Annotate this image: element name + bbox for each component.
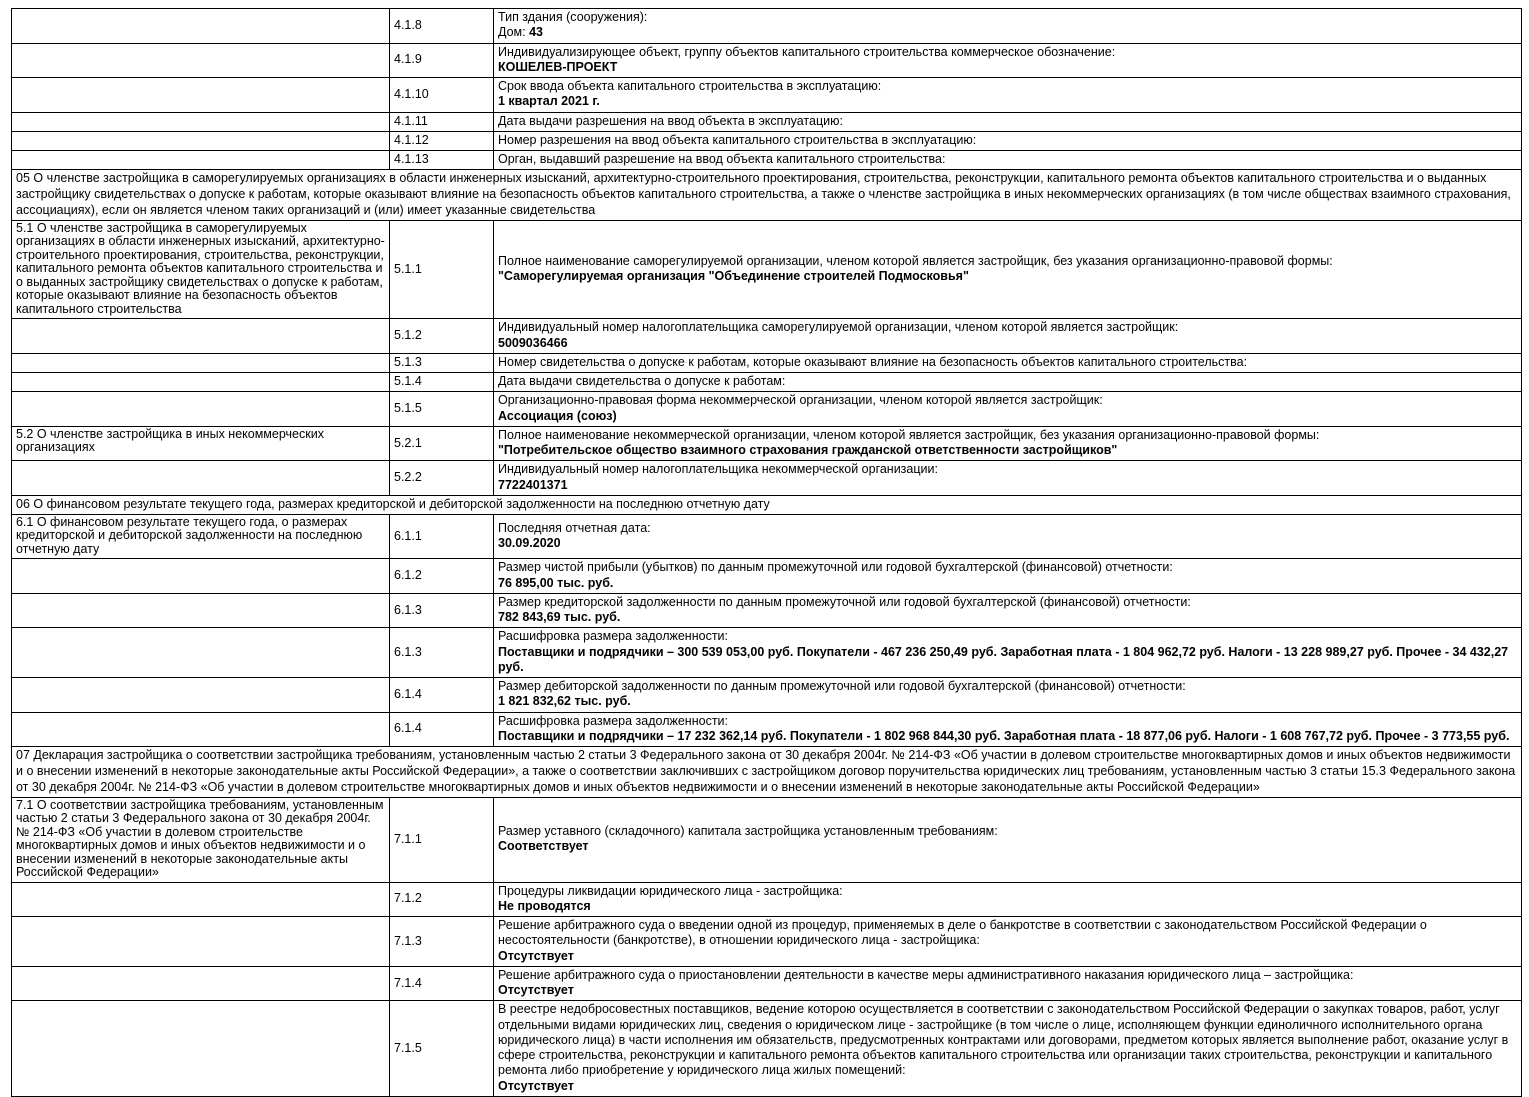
declaration-table [11,8,1522,1097]
field-label: Последняя отчетная дата: [498,520,651,535]
field-value: "Саморегулируемая организация "Объединение строителей Подмосковья" [498,269,969,284]
declaration-table-body [12,9,1522,1097]
table-row [12,220,1522,319]
row-description-cell-empty [12,43,390,78]
field-value [498,25,1517,40]
row-number-cell: 7.1.4 [390,966,494,1001]
row-description-cell: 5.2 О членстве застройщика в иных некоммерческих организациях [12,426,390,461]
table-row [12,353,1522,372]
row-number-cell: 5.1.4 [390,373,494,392]
field-label: Решение арбитражного суда о введении одной из процедур, применяемых в деле о банкротстве в соответствии с законодательством Российской Федерации о несостоятельности (банкротстве), в отношении юридического лица - застройщика: [498,918,1427,948]
row-description-cell-empty [12,882,390,917]
row-number-cell: 5.2.2 [390,461,494,496]
row-content-cell [494,628,1522,678]
table-row [12,628,1522,678]
row-content-cell [494,78,1522,113]
row-description-cell: 5.1 О членстве застройщика в саморегулируемых организациях в области инженерных изысканий, архитектурно-строительного проектирования, строительства, реконструкции, капитального ремонта объектов капитального строительства и о выданных застройщику свидетельствах о допуске к работам, которые оказывают влияние на безопасность объектов капитального строительства [12,220,390,319]
row-number-cell: 4.1.11 [390,112,494,131]
row-content-cell [494,559,1522,594]
field-label: Дата выдачи разрешения на ввод объекта в эксплуатацию: [498,113,843,128]
row-content-cell [494,917,1522,967]
row-content-cell [494,9,1522,44]
field-label: Индивидуальный номер налогоплательщика некоммерческой организации: [498,462,938,477]
table-row [12,712,1522,747]
row-content-cell [494,319,1522,354]
row-content-cell [494,373,1522,392]
field-value: 1 821 832,62 тыс. руб. [498,694,631,709]
field-value: Не проводятся [498,898,591,913]
field-value: 1 квартал 2021 г. [498,94,600,109]
section-header-text: 05 О членстве застройщика в саморегулируемых организациях в области инженерных изысканий, архитектурно-строительного проектирования, строительства, реконструкции, капитального ремонта объектов капитального строительства и о выданных застройщику свидетельствах о допуске к работам, которые оказывают влияние на безопасность объектов капитального строительства, а также о членстве застройщика в иных некоммерческих организациях (в том числе обществах взаимного страхования, ассоциациях), если он является членом таких организаций и (или) имеет указанные свидетельства [12,170,1522,221]
field-value: Отсутствует [498,983,574,998]
row-number-cell: 5.1.5 [390,392,494,427]
table-row [12,131,1522,150]
field-label: Орган, выдавший разрешение на ввод объекта капитального строительства: [498,152,946,166]
field-label: Индивидуальный номер налогоплательщика саморегулируемой организации, членом которой является застройщик: [498,320,1179,335]
row-description-cell: 7.1 О соответствии застройщика требованиям, установленным частью 2 статьи 3 Федерального закона от 30 декабря 2004г. № 214-ФЗ «Об участии в долевом строительстве многоквартирных домов и иных объектов недвижимости и о внесении изменений в некоторые законодательные акты Российской Федерации» [12,797,390,882]
row-number-cell: 4.1.13 [390,151,494,170]
field-label: Индивидуализирующее объект, группу объектов капитального строительства коммерческое обозначение: [498,44,1116,59]
table-row [12,917,1522,967]
row-number-cell: 6.1.1 [390,514,494,559]
table-row [12,9,1522,44]
row-number-cell: 6.1.4 [390,678,494,713]
row-number-cell: 4.1.10 [390,78,494,113]
field-value: Отсутствует [498,1078,574,1093]
section-header-row [12,495,1522,514]
field-label: Номер свидетельства о допуске к работам, которые оказывают влияние на безопасность объектов капитального строительства: [498,354,1248,369]
row-description-cell-empty [12,319,390,354]
row-description-cell-empty [12,917,390,967]
row-content-cell [494,112,1522,131]
section-header-row [12,170,1522,221]
row-number-cell: 6.1.4 [390,712,494,747]
field-value: 782 843,69 тыс. руб. [498,610,621,624]
table-row [12,43,1522,78]
table-row [12,966,1522,1001]
field-value: КОШЕЛЕВ-ПРОЕКТ [498,59,618,74]
field-value: Отсутствует [498,948,574,963]
field-label: Дата выдачи свидетельства о допуске к работам: [498,374,786,389]
row-number-cell: 6.1.3 [390,628,494,678]
row-description-cell-empty [12,9,390,44]
row-description-cell-empty [12,628,390,678]
row-description-cell-empty [12,559,390,594]
row-number-cell: 5.2.1 [390,426,494,461]
table-row [12,1001,1522,1097]
field-label: Организационно-правовая форма некоммерческой организации, членом которой является застройщик: [498,393,1103,408]
row-description-cell-empty [12,112,390,131]
row-description-cell-empty [12,593,390,628]
table-row [12,373,1522,392]
field-label: Размер уставного (складочного) капитала застройщика установленным требованиям: [498,823,998,838]
table-row [12,151,1522,170]
field-value: 30.09.2020 [498,536,561,550]
row-content-cell [494,678,1522,713]
section-header-row [12,747,1522,798]
section-header-text: 06 О финансовом результате текущего года, размерах кредиторской и дебиторской задолженности на последнюю отчетную дату [12,495,1522,514]
row-number-cell: 5.1.1 [390,220,494,319]
row-content-cell [494,797,1522,882]
row-description-cell-empty [12,353,390,372]
row-content-cell [494,966,1522,1001]
table-row [12,678,1522,713]
field-label: Срок ввода объекта капитального строительства в эксплуатацию: [498,79,882,93]
row-description-cell-empty [12,151,390,170]
field-label: Процедуры ликвидации юридического лица - застройщика: [498,883,843,898]
row-number-cell: 7.1.2 [390,882,494,917]
row-content-cell [494,392,1522,427]
table-row [12,514,1522,559]
field-value: Поставщики и подрядчики – 300 539 053,00 руб. Покупатели - 467 236 250,49 руб. Заработная плата - 1 804 962,72 руб. Налоги - 13 228 989,27 руб. Прочее - 34 432,27 руб. [498,644,1509,674]
row-description-cell: 6.1 О финансовом результате текущего года, о размерах кредиторской и дебиторской задолженности на последнюю отчетную дату [12,514,390,559]
field-value: 7722401371 [498,477,568,492]
row-description-cell-empty [12,678,390,713]
table-row [12,78,1522,113]
field-label: Тип здания (сооружения): [498,10,648,24]
field-value: "Потребительское общество взаимного страхования гражданской ответственности застройщиков" [498,443,1118,458]
row-description-cell-empty [12,461,390,496]
field-label: Размер чистой прибыли (убытков) по данным промежуточной или годовой бухгалтерской (финансовой) отчетности: [498,560,1173,575]
field-label: Номер разрешения на ввод объекта капитального строительства в эксплуатацию: [498,132,977,147]
row-number-cell: 5.1.2 [390,319,494,354]
row-number-cell: 6.1.3 [390,593,494,628]
field-value: Соответствует [498,839,589,854]
table-row [12,882,1522,917]
row-content-cell [494,882,1522,917]
field-label: Размер дебиторской задолженности по данным промежуточной или годовой бухгалтерской (финансовой) отчетности: [498,679,1186,693]
row-description-cell-empty [12,78,390,113]
field-label: Расшифровка размера задолженности: [498,629,728,644]
field-value: Ассоциация (союз) [498,408,617,423]
row-number-cell: 4.1.8 [390,9,494,44]
row-description-cell-empty [12,373,390,392]
field-label: В реестре недобросовестных поставщиков, ведение которою осуществляется в соответствии с законодательством Российской Федерации о закупках товаров, работ, услуг отдельными видами юридических лиц, сведения о юридическом лице - застройщике (в том числе о лице, исполняющем функции единоличного исполнительного органа юридического лица) в части исполнения им обязательств, предусмотренных контрактами или договорами, предметом которых является выполнение работ, оказание услуг в сфере строительства, реконструкции и капитального ремонта объектов капитального строительства или организации таких строительства, реконструкции и капитального ремонта либо приобретение у юридического лица жилых помещений: [498,1002,1509,1078]
row-content-cell [494,220,1522,319]
table-row [12,797,1522,882]
section-header-text: 07 Декларация застройщика о соответствии застройщика требованиям, установленным частью 2 статьи 3 Федерального закона от 30 декабря 2004г. № 214-ФЗ «Об участии в долевом строительстве многоквартирных домов и иных объектов недвижимости и о внесении изменений в некоторые законодательные акты Российской Федерации», а также о соответствии заключивших с застройщиком договор поручительства юридических лиц требованиям, установленным частью 3 статьи 15.3 Федерального закона от 30 декабря 2004г. № 214-ФЗ «Об участии в долевом строительстве многоквартирных домов и иных объектов недвижимости и о внесении изменений в некоторые законодательные акты Российской Федерации» [12,747,1522,798]
row-content-cell [494,151,1522,170]
table-row [12,392,1522,427]
field-value: 76 895,00 тыс. руб. [498,575,614,590]
row-content-cell [494,712,1522,747]
row-content-cell [494,461,1522,496]
field-value-prefix: Дом: [498,25,530,40]
row-number-cell: 7.1.1 [390,797,494,882]
row-content-cell [494,514,1522,559]
row-content-cell [494,1001,1522,1097]
row-content-cell [494,43,1522,78]
row-number-cell: 4.1.12 [390,131,494,150]
field-value-text: 43 [529,25,544,40]
row-number-cell: 7.1.5 [390,1001,494,1097]
row-description-cell-empty [12,966,390,1001]
row-content-cell [494,131,1522,150]
table-row [12,319,1522,354]
row-description-cell-empty [12,131,390,150]
table-row [12,559,1522,594]
field-label: Полное наименование саморегулируемой организации, членом которой является застройщик, без указания организационно-правовой формы: [498,253,1333,268]
field-label: Размер кредиторской задолженности по данным промежуточной или годовой бухгалтерской (финансовой) отчетности: [498,594,1191,609]
row-content-cell [494,426,1522,461]
row-description-cell-empty [12,712,390,747]
table-row [12,426,1522,461]
row-number-cell: 7.1.3 [390,917,494,967]
field-label: Решение арбитражного суда о приостановлении деятельности в качестве меры административного наказания юридического лица – застройщика: [498,967,1354,982]
field-label: Расшифровка размера задолженности: [498,713,728,728]
field-value: 5009036466 [498,335,568,350]
field-label: Полное наименование некоммерческой организации, членом которой является застройщик, без указания организационно-правовой формы: [498,427,1320,442]
field-value: Поставщики и подрядчики – 17 232 362,14 руб. Покупатели - 1 802 968 844,30 руб. Заработная плата - 18 877,06 руб. Налоги - 1 608 767,72 руб. Прочее - 3 773,55 руб. [498,728,1510,743]
row-number-cell: 4.1.9 [390,43,494,78]
table-row [12,593,1522,628]
row-number-cell: 6.1.2 [390,559,494,594]
row-content-cell [494,353,1522,372]
row-content-cell [494,593,1522,628]
row-number-cell: 5.1.3 [390,353,494,372]
row-description-cell-empty [12,392,390,427]
table-row [12,461,1522,496]
row-description-cell-empty [12,1001,390,1097]
table-row [12,112,1522,131]
